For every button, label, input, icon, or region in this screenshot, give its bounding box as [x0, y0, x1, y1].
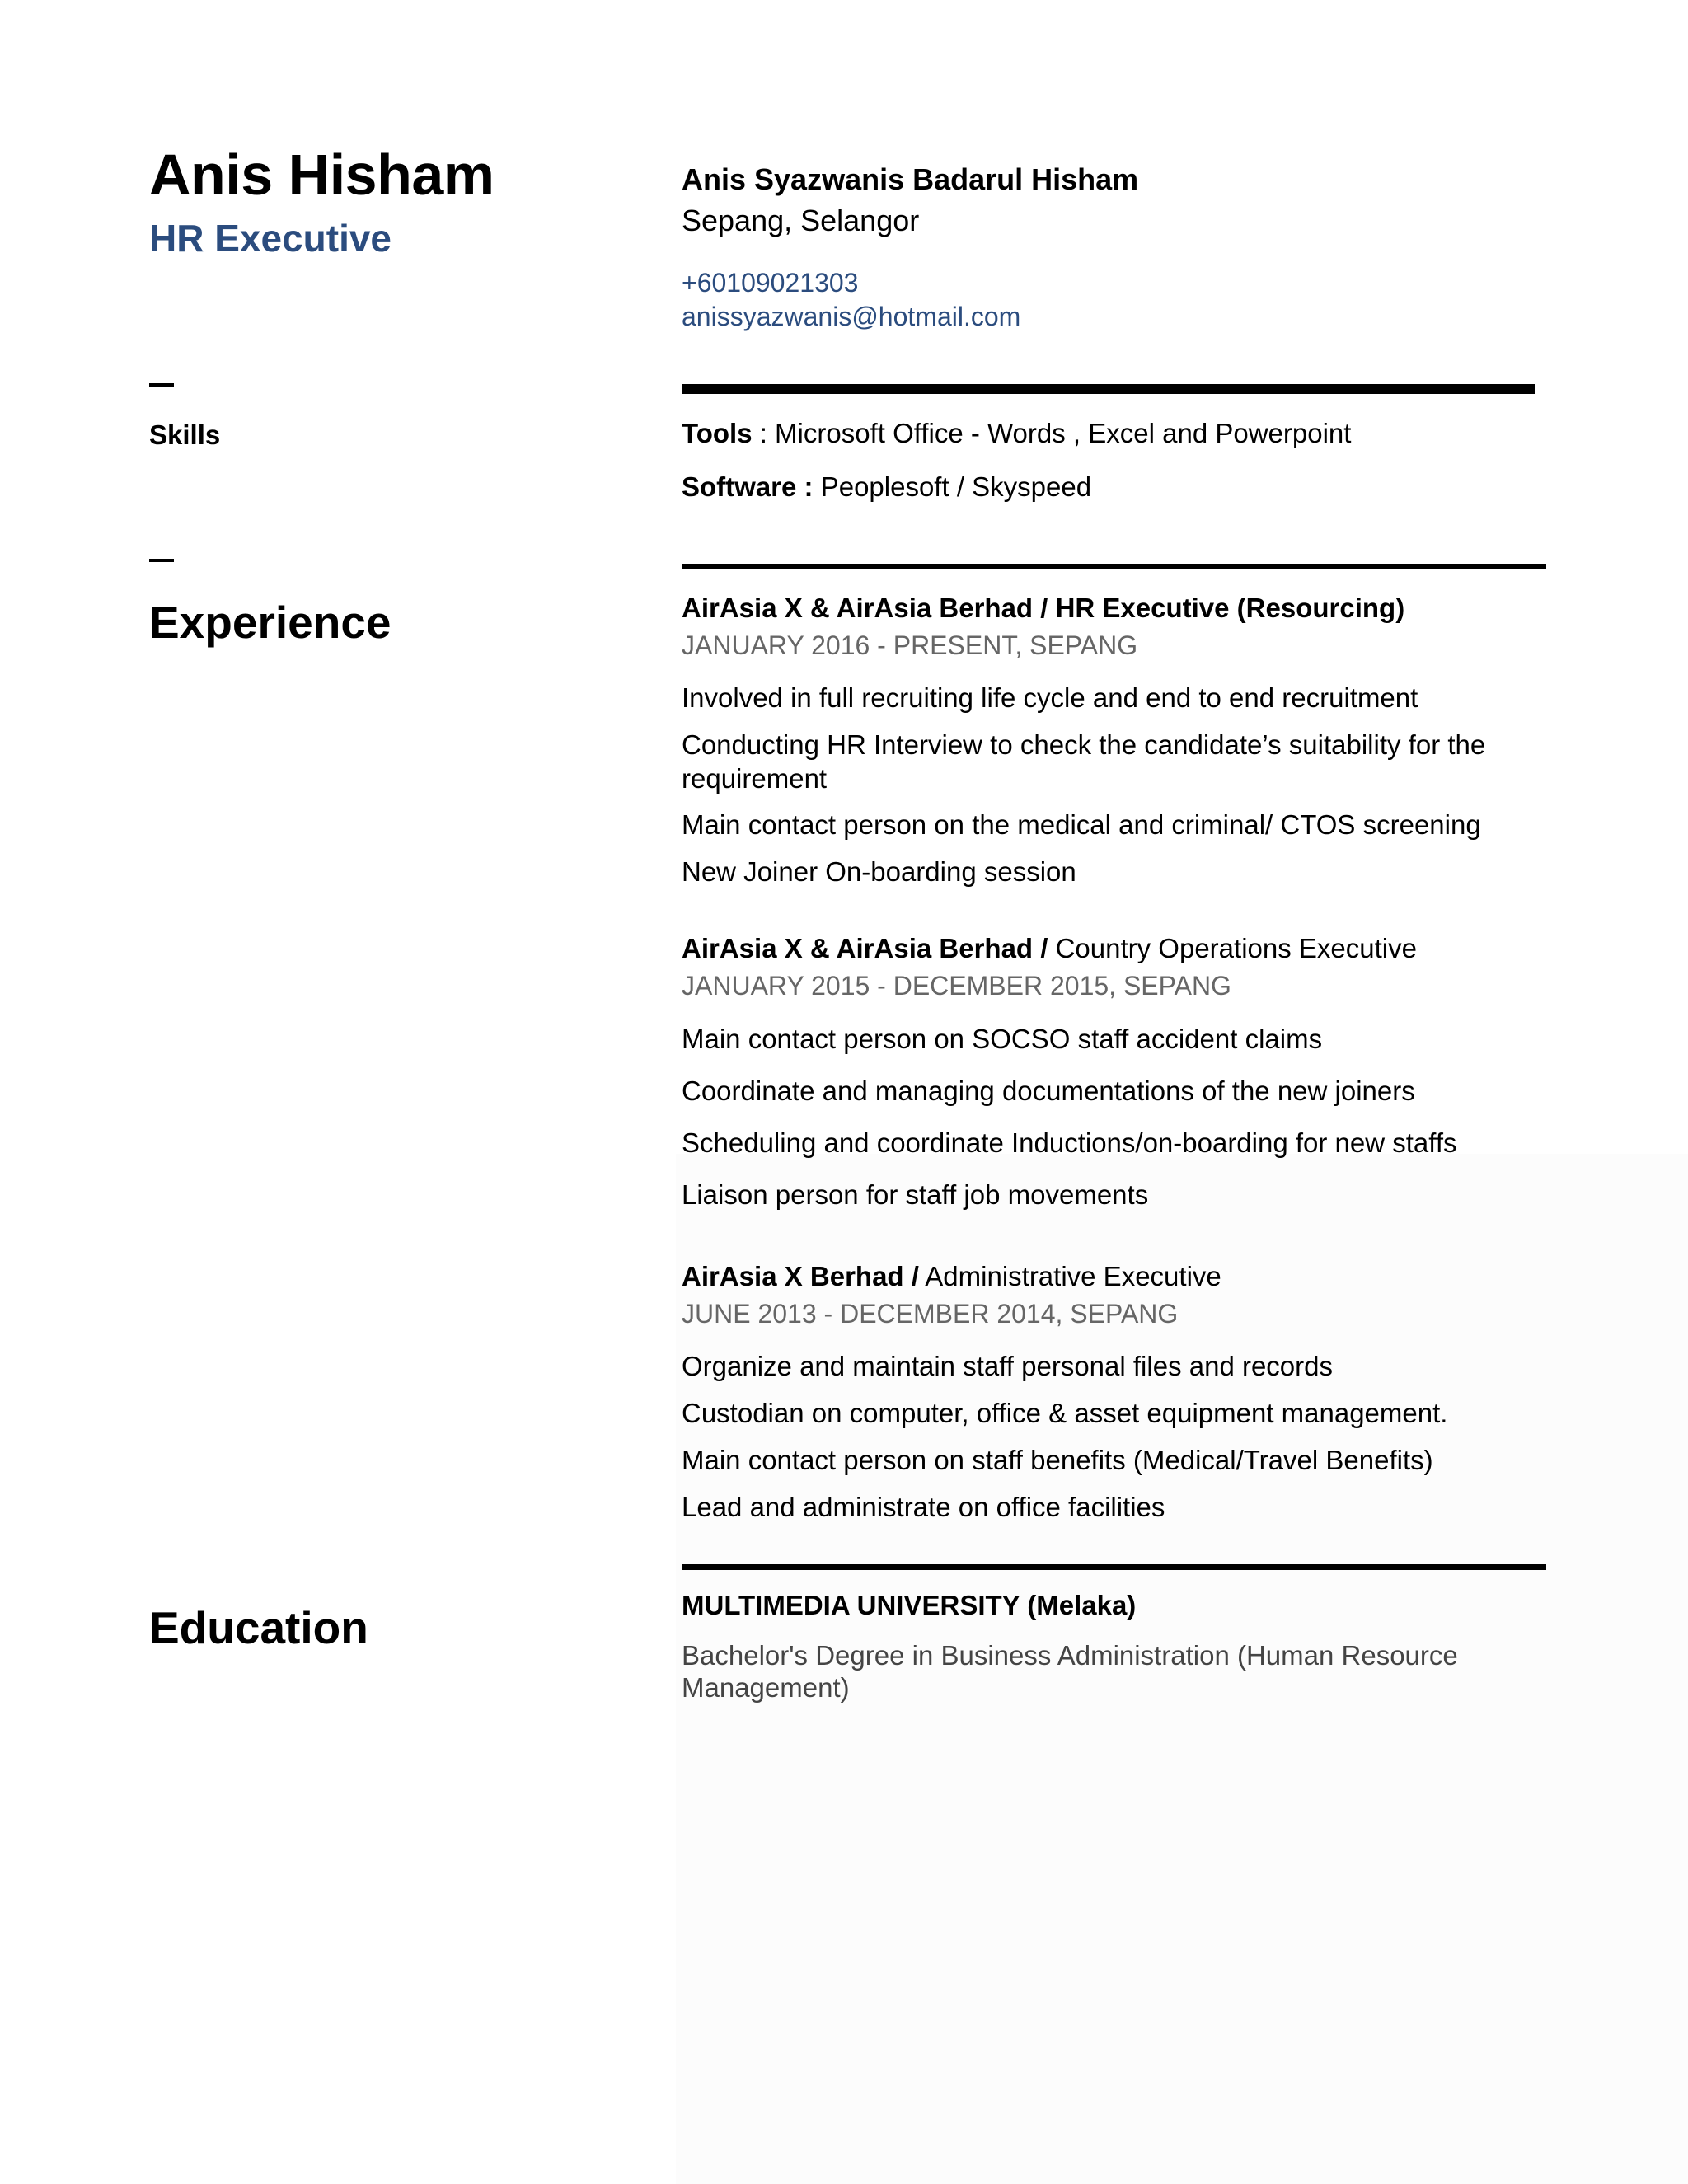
- job-3-role: Administrative Executive: [918, 1261, 1221, 1291]
- experience-divider-rule: [682, 1564, 1546, 1570]
- job-2-bullet-2: Coordinate and managing documentations of the new joiners: [682, 1076, 1415, 1106]
- job-2-bullet-4: Liaison person for staff job movements: [682, 1179, 1149, 1210]
- skills-divider-rule: [682, 564, 1546, 569]
- experience-heading: Experience: [149, 597, 392, 648]
- job-1-bullet-4: New Joiner On-boarding session: [682, 856, 1076, 887]
- software-label: Software :: [682, 471, 814, 502]
- skills-heading: Skills: [149, 419, 221, 450]
- job-2-title: [682, 931, 1547, 965]
- job-3-title: [682, 1259, 1547, 1293]
- job-1-bullet-2: Conducting HR Interview to check the candidate’s suitability for the requirement: [682, 729, 1486, 794]
- education-school: MULTIMEDIA UNIVERSITY (Melaka): [682, 1590, 1137, 1620]
- job-2-bullet-1: Main contact person on SOCSO staff accident claims: [682, 1024, 1323, 1054]
- job-3-dates: JUNE 2013 - DECEMBER 2014, SEPANG: [682, 1299, 1179, 1329]
- job-3-bullet-4: Lead and administrate on office facilities: [682, 1492, 1165, 1522]
- job-2-company: AirAsia X & AirAsia Berhad /: [682, 933, 1048, 963]
- education-degree: Bachelor's Degree in Business Administration (Human Resource Management): [682, 1640, 1458, 1703]
- full-name: Anis Syazwanis Badarul Hisham: [682, 162, 1139, 196]
- tools-label: Tools: [682, 418, 753, 448]
- job-1-company: AirAsia X & AirAsia Berhad / HR Executive (Resourcing): [682, 593, 1405, 623]
- resume-name: Anis Hisham: [149, 143, 495, 207]
- experience-divider-dash: [149, 559, 174, 562]
- job-1-bullet-1: Involved in full recruiting life cycle and end to end recruitment: [682, 682, 1418, 713]
- tools-line: [682, 416, 1547, 450]
- software-value: Peoplesoft / Skyspeed: [813, 471, 1092, 502]
- tools-value: : Microsoft Office - Words , Excel and Powerpoint: [752, 418, 1352, 448]
- job-3-bullet-1: Organize and maintain staff personal files and records: [682, 1351, 1334, 1381]
- job-1-bullet-3: Main contact person on the medical and criminal/ CTOS screening: [682, 809, 1481, 840]
- job-1-title: [682, 591, 1547, 625]
- job-3-bullet-2: Custodian on computer, office & asset equipment management.: [682, 1398, 1448, 1428]
- job-3-company: AirAsia X Berhad /: [682, 1261, 919, 1291]
- job-2-role: Country Operations Executive: [1048, 933, 1417, 963]
- contact-divider-rule: [682, 384, 1535, 394]
- email-address: anissyazwanis@hotmail.com: [682, 302, 1021, 331]
- software-line: [682, 470, 1547, 504]
- location: Sepang, Selangor: [682, 204, 920, 237]
- job-2-bullet-3: Scheduling and coordinate Inductions/on-boarding for new staffs: [682, 1127, 1457, 1158]
- education-heading: Education: [149, 1602, 368, 1653]
- resume-job-title: HR Executive: [149, 217, 392, 260]
- job-1-dates: JANUARY 2016 - PRESENT, SEPANG: [682, 630, 1138, 660]
- phone-number: +60109021303: [682, 268, 859, 298]
- job-2-dates: JANUARY 2015 - DECEMBER 2015, SEPANG: [682, 971, 1231, 1001]
- job-3-bullet-3: Main contact person on staff benefits (Medical/Travel Benefits): [682, 1445, 1433, 1475]
- skills-divider-dash: [149, 383, 174, 387]
